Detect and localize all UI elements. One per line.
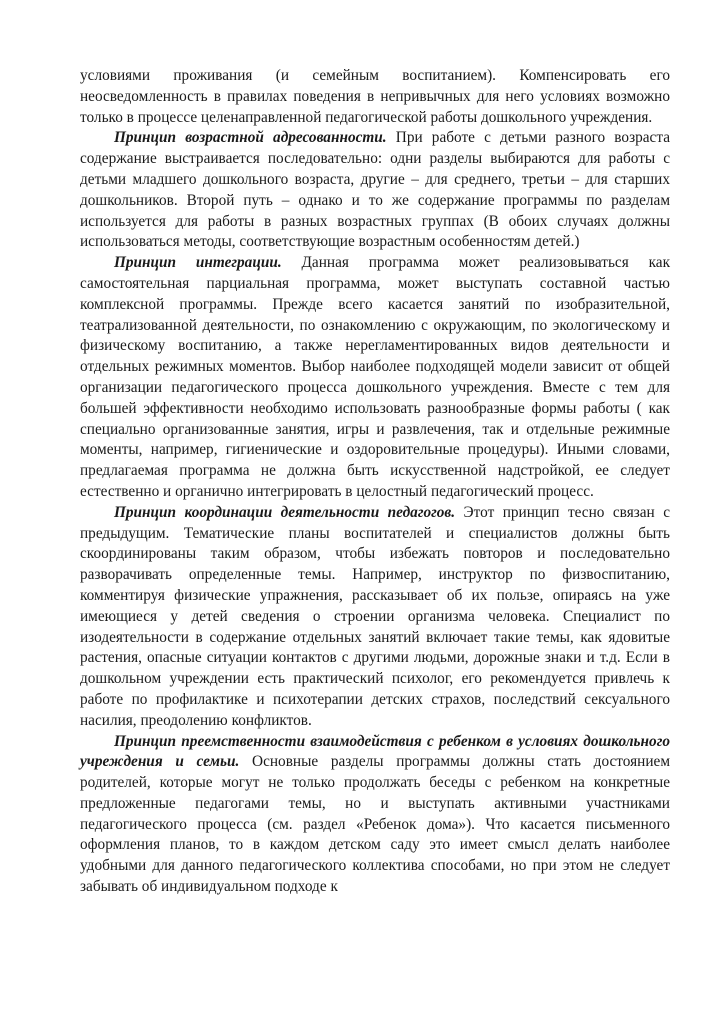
paragraph-age-principle <box>80 128 670 253</box>
paragraph-text: условиями проживания (и семейным воспитанием). Компенсировать его неосведомленность в правилах поведения в непривычных для него условиях возможно только в процессе целенаправленной педагогической работы дошкольного учреждения. <box>80 67 670 126</box>
paragraph-integration-principle <box>80 253 670 503</box>
document-page <box>80 66 670 898</box>
paragraph-text: Данная программа может реализовываться как самостоятельная парциальная программа, может выступать составной частью комплексной программы. Прежде всего касается занятий по изобразительной, театрализованной деятельности, по ознакомлению с окружающим, по экологическому и физическому воспитанию, а также нерегламентированных видов деятельности и отдельных режимных моментов. Выбор наиболее подходящей модели зависит от общей организации педагогического процесса дошкольного учреждения. Вместе с тем для большей эффективности необходимо использовать разнообразные формы работы ( как специально организованные занятия, игры и развлечения, так и отдельные режимные моменты, например, гигиенические и оздоровительные процедуры). Иными словами, предлагаемая программа не должна быть искусственной надстройкой, ее следует естественно и органично интегрировать в целостный педагогический процесс. <box>80 254 670 500</box>
paragraph-continuity-principle <box>80 732 670 898</box>
principle-heading: Принцип преемственности взаимодействия с ребенком в условиях дошкольного учреждения и семьи. <box>80 732 670 771</box>
principle-heading: Принцип координации деятельности педагогов. <box>114 503 456 521</box>
principle-heading: Принцип интеграции. <box>114 254 282 272</box>
paragraph-coordination-principle <box>80 503 670 732</box>
paragraph-text: Этот принцип тесно связан с предыдущим. Тематические планы воспитателей и специалистов должны быть скоординированы таким образом, чтобы избежать повторов и последовательно разворачивать определенные темы. Например, инструктор по физвоспитанию, комментируя физические упражнения, рассказывает об их пользе, опираясь на уже имеющиеся у детей сведения о строении организма человека. Специалист по изодеятельности в содержание отдельных занятий включает такие темы, как ядовитые растения, опасные ситуации контактов с другими людьми, дорожные знаки и т.д. Если в дошкольном учреждении есть практический психолог, его рекомендуется привлечь к работе по профилактике и психотерапии детских страхов, последствий сексуального насилия, преодолению конфликтов. <box>80 503 670 729</box>
principle-heading: Принцип возрастной адресованности. <box>114 129 387 147</box>
paragraph-continuation <box>80 66 670 128</box>
paragraph-text: Основные разделы программы должны стать достоянием родителей, которые могут не только продолжать беседы с ребенком на конкретные предложенные педагогами темы, но и выступать активными участниками педагогического процесса (см. раздел «Ребенок дома»). Что касается письменного оформления планов, то в каждом детском саду это имеет смысл делать наиболее удобными для данного педагогического коллектива способами, но при этом не следует забывать об индивидуальном подходе к <box>80 753 671 896</box>
paragraph-text: При работе с детьми разного возраста содержание выстраивается последовательно: одни разделы выбираются для работы с детьми младшего дошкольного возраста, другие – для среднего, третьи – для старших дошкольников. Второй путь – однако и то же содержание программы по разделам используется для работы в разных возрастных группах (В обоих случаях должны использоваться методы, соответствующие возрастным особенностям детей.) <box>80 129 670 251</box>
